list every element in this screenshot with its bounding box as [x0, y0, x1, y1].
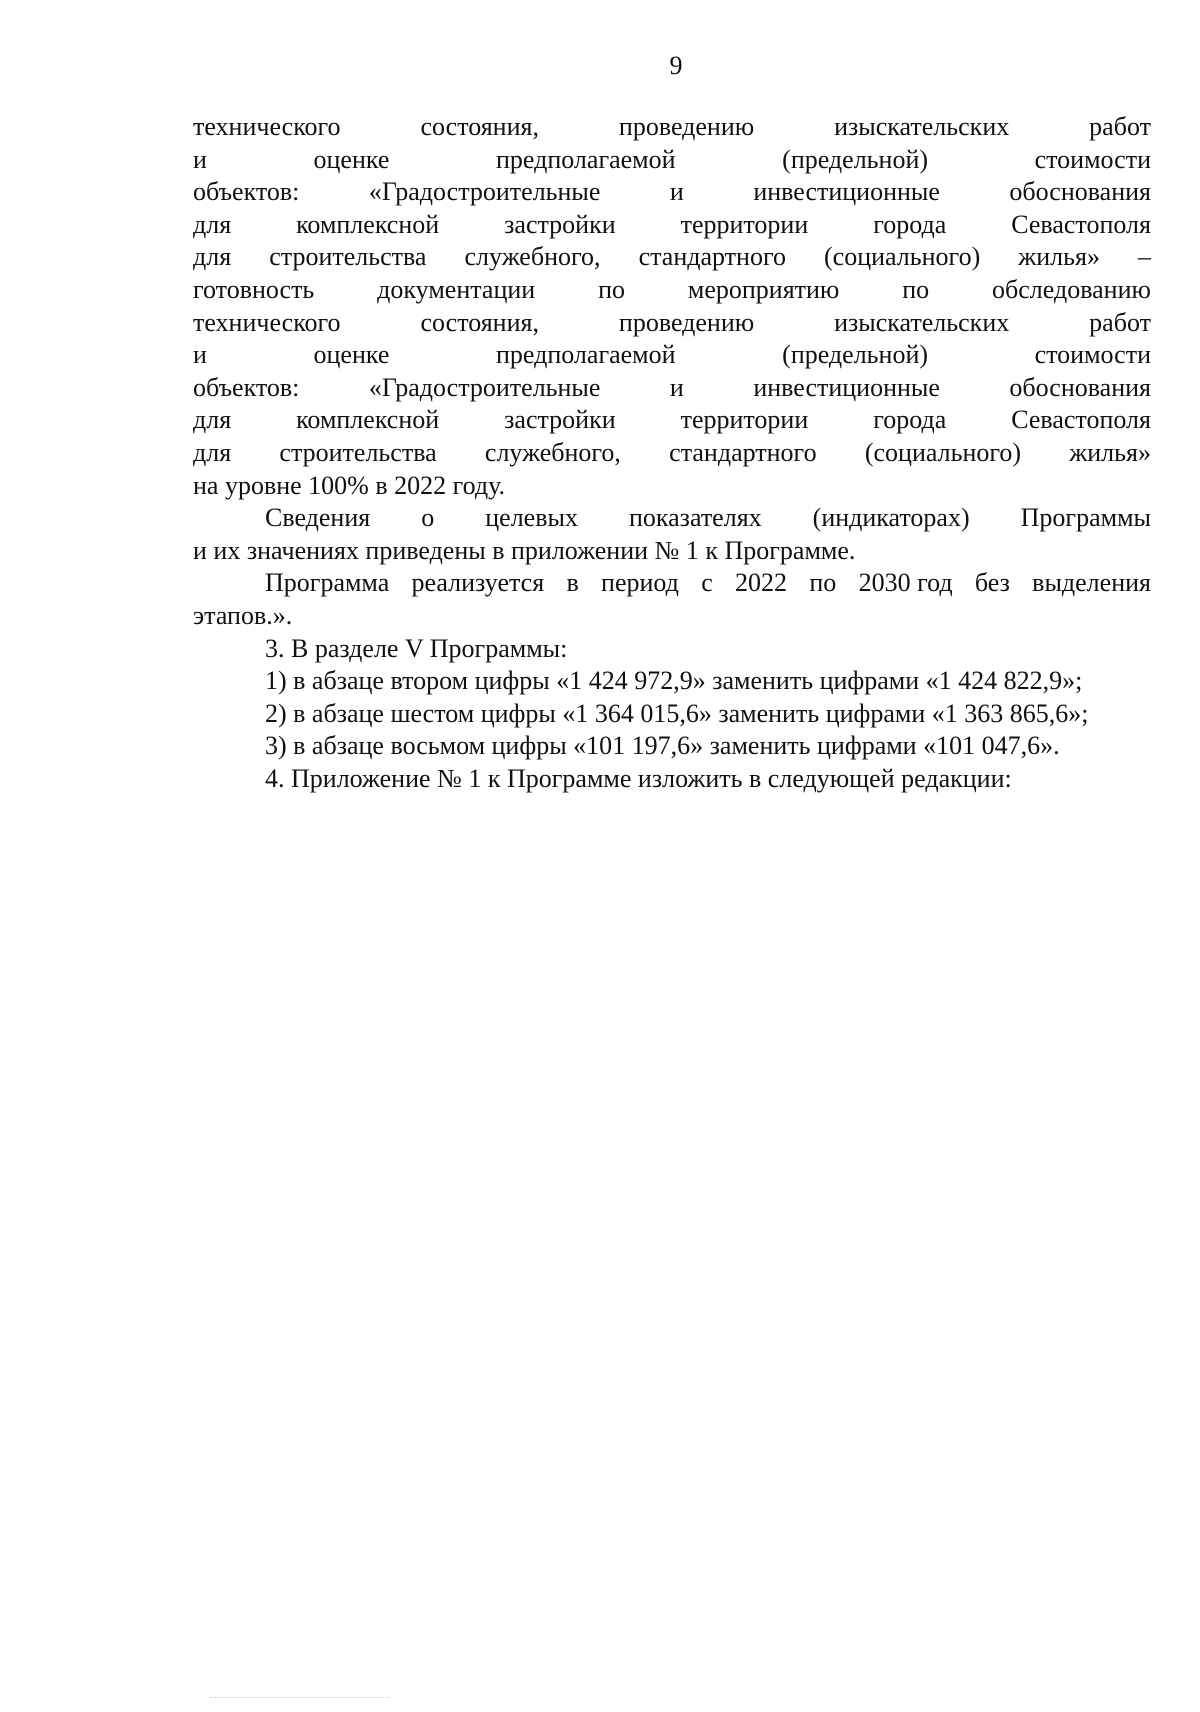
word: в: [566, 568, 579, 598]
word: по: [902, 274, 930, 304]
text-line: [193, 665, 1151, 698]
word: строительства: [279, 437, 437, 467]
text-line: [193, 339, 1151, 372]
word: проведению: [618, 112, 755, 141]
word: для: [193, 242, 232, 272]
text-line: [193, 404, 1151, 437]
word: Программа: [265, 568, 390, 598]
text-line: [193, 176, 1151, 209]
page-number: 9: [669, 51, 683, 80]
word: целевых: [485, 503, 578, 533]
text-line: [193, 144, 1151, 177]
word: документации: [377, 274, 536, 304]
word: мероприятию: [687, 274, 840, 304]
text-line: [193, 372, 1151, 405]
word: готовность: [193, 274, 315, 304]
word: период: [601, 568, 679, 598]
word: обследованию: [992, 274, 1151, 304]
scan-artifact: [210, 1697, 390, 1699]
word: 3) в абзаце восьмом цифры «101 197,6» заменить цифрами «101 047,6».: [265, 731, 1060, 761]
word: обоснования: [1009, 372, 1151, 402]
word: Севастополя: [1011, 209, 1151, 239]
text-line: [193, 209, 1151, 242]
text-line: [193, 730, 1151, 763]
text-line: [193, 241, 1151, 274]
word: строительства: [269, 242, 427, 272]
text-line: [193, 502, 1151, 535]
word: стоимости: [1034, 340, 1151, 370]
text-line: [193, 567, 1151, 600]
text-line: [193, 763, 1151, 796]
word: территории: [680, 209, 809, 239]
word: (социального): [824, 242, 981, 272]
word: и: [193, 340, 207, 370]
word: 2) в абзаце шестом цифры «1 364 015,6» заменить цифрами «1 363 865,6»;: [265, 698, 1089, 728]
word: жилья»: [1018, 242, 1100, 272]
text-line: [193, 437, 1151, 470]
word: инвестиционные: [753, 177, 940, 207]
word: по: [809, 568, 837, 598]
word: для: [193, 405, 232, 435]
word: и их значениях приведены в приложении № 1 к Программе.: [193, 535, 856, 565]
word: для: [193, 437, 232, 467]
word: города: [873, 405, 947, 435]
word: предполагаемой: [496, 144, 676, 174]
word: изыскательских: [834, 307, 1010, 337]
word: (предельной): [782, 340, 929, 370]
word: комплексной: [296, 405, 440, 435]
text-line: [193, 470, 1151, 503]
word: о: [421, 503, 435, 533]
word: стандартного: [669, 437, 817, 467]
word: объектов:: [193, 372, 300, 402]
word: работ: [1089, 307, 1151, 337]
text-line: [193, 633, 1151, 666]
word: комплексной: [296, 209, 440, 239]
word: служебного,: [464, 242, 601, 272]
word: служебного,: [484, 437, 621, 467]
word: инвестиционные: [753, 372, 940, 402]
word: состояния,: [420, 307, 539, 337]
word: предполагаемой: [496, 340, 676, 370]
word: стоимости: [1034, 144, 1151, 174]
word: –: [1138, 242, 1151, 272]
text-line: [193, 600, 1151, 633]
word: оценке: [313, 144, 390, 174]
word: жилья»: [1069, 437, 1151, 467]
text-line: [193, 535, 1151, 568]
word: территории: [680, 405, 809, 435]
word: 1) в абзаце втором цифры «1 424 972,9» заменить цифрами «1 424 822,9»;: [265, 666, 1083, 696]
word: для: [193, 209, 232, 239]
word: Севастополя: [1011, 405, 1151, 435]
text-line: [193, 698, 1151, 731]
word: стандартного: [638, 242, 786, 272]
text-line: [193, 307, 1151, 340]
word: выделения: [1032, 568, 1151, 598]
word: «Градостроительные: [368, 177, 601, 207]
word: 2030 год: [858, 568, 953, 598]
word: объектов:: [193, 177, 300, 207]
word: «Градостроительные: [368, 372, 601, 402]
word: (индикаторах): [812, 503, 970, 533]
word: технического: [193, 307, 341, 337]
word: без: [974, 568, 1010, 598]
word: состояния,: [420, 112, 539, 141]
word: показателях: [628, 503, 762, 533]
word: Сведения: [265, 503, 371, 533]
word: (социального): [864, 437, 1022, 467]
word: оценке: [313, 340, 390, 370]
word: застройки: [504, 405, 616, 435]
word: изыскательских: [834, 112, 1010, 141]
word: обоснования: [1009, 177, 1151, 207]
text-line: [193, 274, 1151, 307]
word: с: [701, 568, 713, 598]
word: технического: [193, 112, 341, 141]
word: на уровне 100% в 2022 году.: [193, 470, 506, 500]
word: Программы: [1020, 503, 1151, 533]
word: 4. Приложение № 1 к Программе изложить в следующей редакции:: [265, 763, 1012, 793]
word: реализуется: [411, 568, 545, 598]
word: и: [669, 372, 684, 402]
word: по: [598, 274, 625, 304]
word: застройки: [504, 209, 616, 239]
word: работ: [1089, 112, 1151, 141]
word: и: [669, 177, 684, 207]
text-line: [193, 111, 1151, 144]
word: проведению: [618, 307, 755, 337]
word: города: [873, 209, 947, 239]
word: и: [193, 144, 207, 174]
word: 2022: [735, 568, 788, 598]
document-body: [193, 111, 1151, 795]
word: этапов.».: [193, 600, 293, 630]
word: 3. В разделе V Программы:: [265, 633, 568, 663]
word: (предельной): [782, 144, 929, 174]
